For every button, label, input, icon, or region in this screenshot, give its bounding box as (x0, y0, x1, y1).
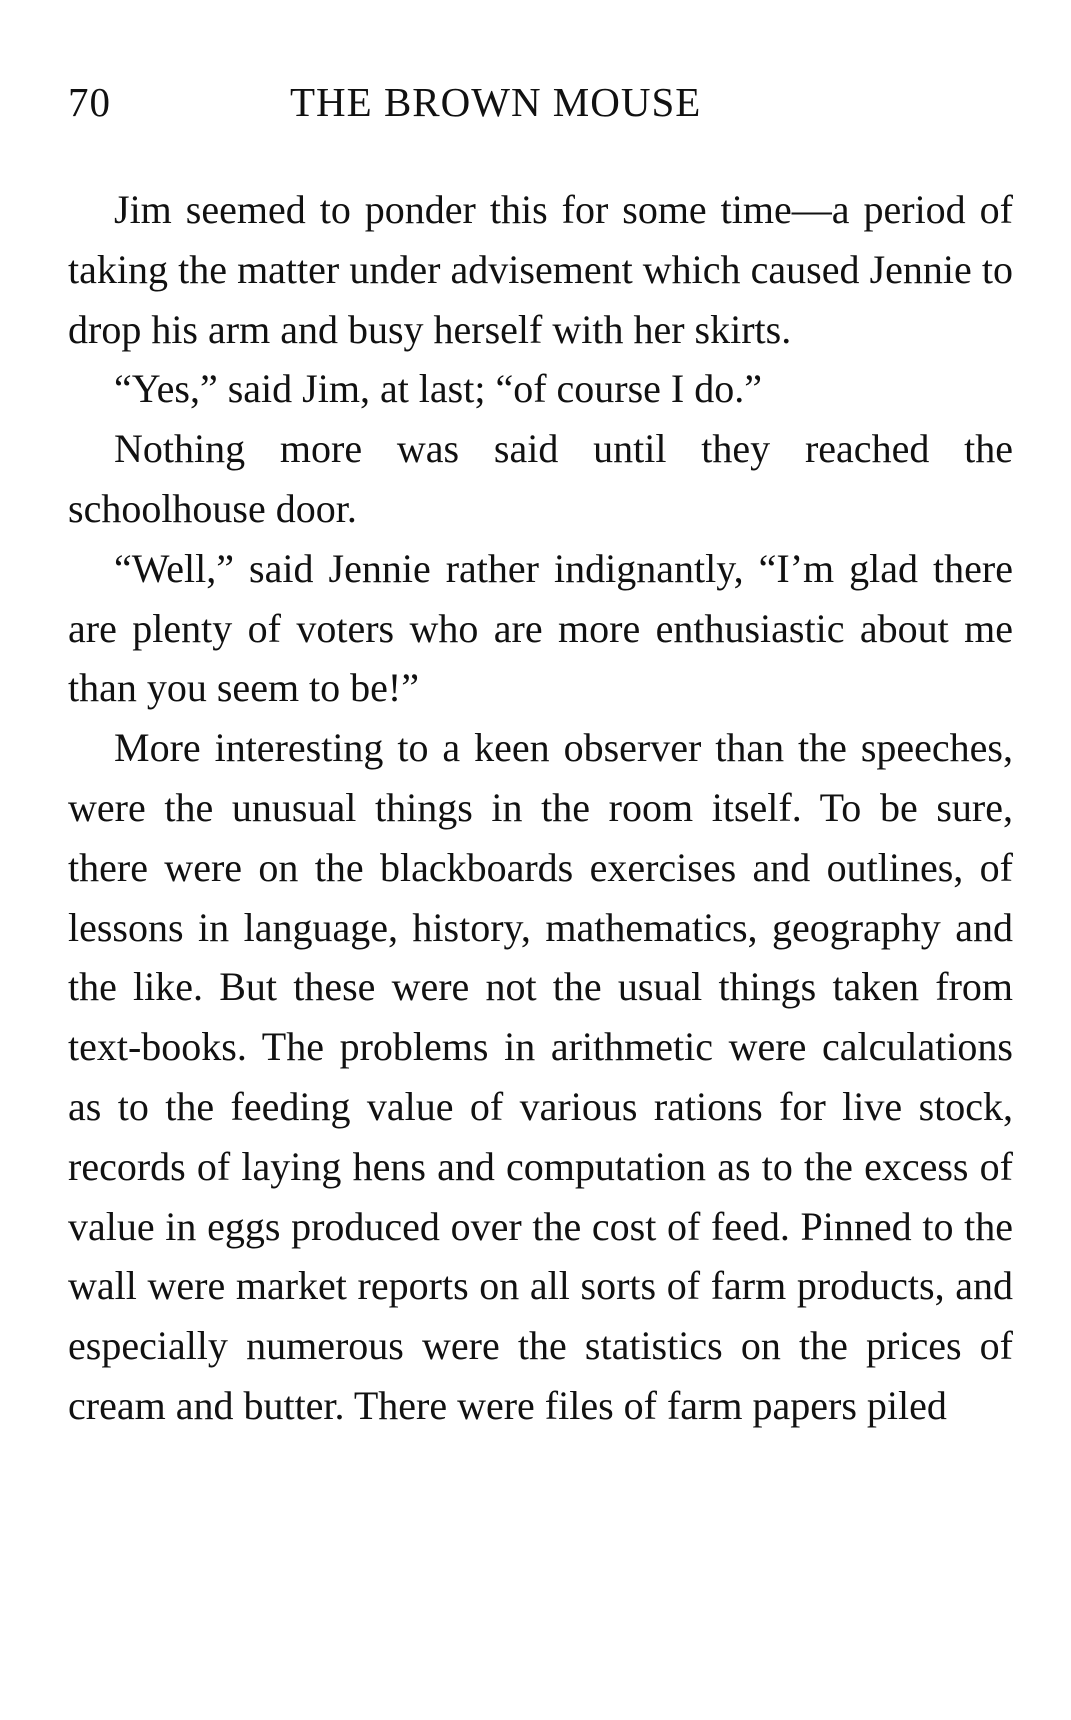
page-header (68, 72, 788, 132)
paragraph: “Yes,” said Jim, at last; “of course I do.” (114, 366, 763, 412)
paragraph: Nothing more was said until they reached the schoolhouse door. (68, 426, 1013, 531)
paragraph: “Well,” said Jennie rather indignantly, “I’m glad there are plenty of voters who are more enthusiastic about me than you seem to be!” (68, 545, 1013, 711)
paragraph: More interesting to a keen observer than the speeches, were the unusual things in the room itself. To be sure, there were on the blackboards exercises and outlines, of lessons in language, history, mathematics, geography and the like. But these were not the usual things taken from text-books. The problems in arithmetic were calculations as to the feeding value of various rations for live stock, records of laying hens and computation as to the excess of value in eggs produced over the cost of feed. Pinned to the wall were market reports on all sorts of farm products, and especially numerous were the statistics on the prices of cream and butter. There were files of farm papers piled (68, 725, 1013, 1428)
page-number: 70 (68, 79, 111, 125)
paragraph: Jim seemed to ponder this for some time—a period of taking the matter under advisement which caused Jennie to drop his arm and busy herself with her skirts. (68, 187, 1013, 352)
body-text (68, 180, 1013, 1436)
running-title: THE BROWN MOUSE (290, 79, 702, 125)
